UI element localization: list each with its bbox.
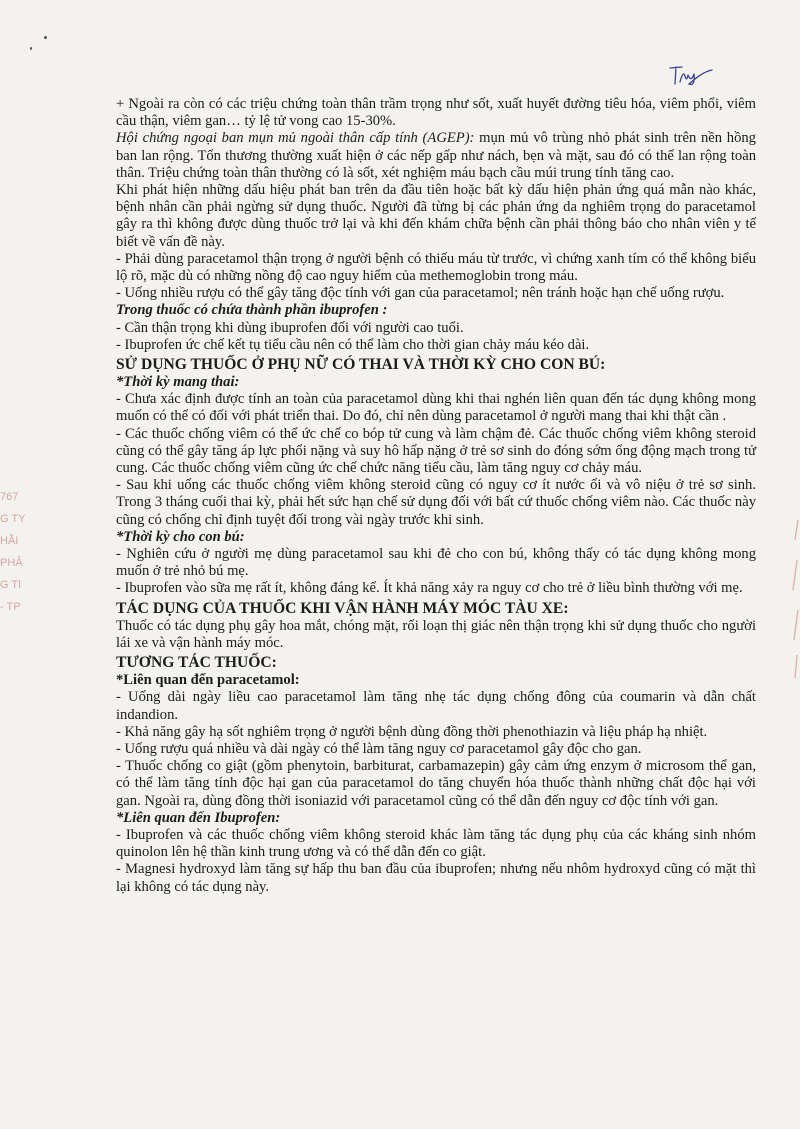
paragraph-text: mụn mủ vô trùng nhỏ phát sinh trên nền hồng ban lan rộng. Tổn thương thường xuất hiện ở các nếp gấp như nách, bẹn và mặt, sau đó có thể lan rộng toàn thân. Triệu chứng toàn thân thường có là sốt, xét nghiệm máu bạch cầu múi trung tính tăng cao.	[116, 130, 756, 181]
paragraph: - Uống dài ngày liều cao paracetamol làm tăng nhẹ tác dụng chống đông của coumarin và dẫn chất indandion.	[116, 689, 756, 723]
subsection-heading: Trong thuốc có chứa thành phần ibuprofen :	[116, 302, 388, 319]
paragraph: - Sau khi uống các thuốc chống viêm không steroid cũng có nguy cơ ít nước ối và vô niệu ở trẻ sơ sinh. Trong 3 tháng cuối thai kỳ, phải hết sức hạn chế sử dụng đối với bất cứ thuốc chống viêm nào. Các thuốc này cũng có chống chỉ định tuyệt đối trong vài ngày trước khi sinh.	[116, 477, 756, 528]
stamp-edge-marks	[786, 520, 800, 685]
paragraph: - Ibuprofen vào sữa mẹ rất ít, không đáng kể. Ít khả năng xảy ra nguy cơ cho trẻ ở liều bình thường với mẹ.	[116, 580, 743, 597]
subsection-heading: *Liên quan đến paracetamol:	[116, 672, 300, 689]
section-heading: TÁC DỤNG CỦA THUỐC KHI VẬN HÀNH MÁY MÓC TÀU XE:	[116, 599, 569, 617]
section-heading: TƯƠNG TÁC THUỐC:	[116, 654, 277, 672]
paragraph: - Uống rượu quá nhiều và dài ngày có thể làm tăng nguy cơ paracetamol gây độc cho gan.	[116, 740, 642, 757]
paragraph: - Phải dùng paracetamol thận trọng ở người bệnh có thiếu máu từ trước, vì chứng xanh tím có thể không biểu lộ rõ, mặc dù có những nồng độ cao nguy hiểm của methemoglobin trong máu.	[116, 250, 756, 285]
subsection-heading: *Thời kỳ cho con bú:	[116, 528, 245, 545]
subsection-heading: *Thời kỳ mang thai:	[116, 374, 240, 391]
subsection-heading: *Liên quan đến Ibuprofen:	[116, 809, 281, 826]
paragraph: - Thuốc chống co giật (gồm phenytoin, barbiturat, carbamazepin) gây cảm ứng enzym ở microsom thể gan, có thể làm tăng tính độc hại gan của paracetamol do tăng chuyển hóa thuốc thành những chất độc hại với gan. Ngoài ra, dùng đồng thời isoniazid với paracetamol cũng có thể dẫn đến nguy cơ độc tính với gan.	[116, 758, 756, 809]
document-body	[116, 96, 756, 896]
paragraph-lead: Hội chứng ngoại ban mụn mủ ngoài thân cấp tính (AGEP):	[116, 130, 475, 147]
paragraph: - Ibuprofen ức chế kết tụ tiểu cầu nên có thể làm cho thời gian chảy máu kéo dài.	[116, 336, 590, 353]
paragraph: - Cần thận trọng khi dùng ibuprofen đối với người cao tuổi.	[116, 319, 464, 336]
paragraph: Thuốc có tác dụng phụ gây hoa mắt, chóng mặt, rối loạn thị giác nên thận trọng khi sử dụng thuốc cho người lái xe và vận hành máy móc.	[116, 617, 756, 651]
paragraph: Khi phát hiện những dấu hiệu phát ban trên da đầu tiên hoặc bất kỳ dấu hiện phản ứng quá mẫn nào khác, bệnh nhân cần phải ngừng sử dụng thuốc. Người đã từng bị các phản ứng da nghiêm trọng do paracetamol gây ra thì không được dùng thuốc trở lại và khi đến khám chữa bệnh cần phải thông báo cho nhân viên y tế biết về vấn đề này.	[116, 182, 756, 250]
paragraph: - Uống nhiều rượu có thể gây tăng độc tính với gan của paracetamol; nên tránh hoặc hạn chế uống rượu.	[116, 285, 725, 302]
paragraph: - Khả năng gây hạ sốt nghiêm trọng ở người bệnh dùng đồng thời phenothiazin và liệu pháp hạ nhiệt.	[116, 723, 708, 740]
paragraph: - Nghiên cứu ở người mẹ dùng paracetamol sau khi đẻ cho con bú, không thấy có tác dụng không mong muốn ở trẻ nhỏ bú mẹ.	[116, 546, 756, 580]
paragraph: - Magnesi hydroxyd làm tăng sự hấp thu ban đầu của ibuprofen; nhưng nếu nhôm hydroxyd cũng có mặt thì lại không có tác dụng này.	[116, 861, 756, 895]
scan-speck	[44, 36, 47, 39]
paragraph	[116, 130, 756, 182]
paragraph: - Ibuprofen và các thuốc chống viêm không steroid khác làm tăng tác dụng phụ của các kháng sinh nhóm quinolon lên hệ thần kinh trung ương và có thể dẫn đến co giật.	[116, 826, 756, 861]
paragraph: - Các thuốc chống viêm có thể ức chế co bóp tử cung và làm chậm đẻ. Các thuốc chống viêm không steroid cũng có thể gây tăng áp lực phổi nặng và suy hô hấp nặng ở trẻ sơ sinh do đóng sớm ống động mạch trong tử cung. Các thuốc chống viêm cũng ức chế chức năng tiểu cầu, làm tăng nguy cơ chảy máu.	[116, 425, 756, 477]
paragraph: - Chưa xác định được tính an toàn của paracetamol dùng khi thai nghén liên quan đến tác dụng không mong muốn có thể có đối với phát triển thai. Do đó, chỉ nên dùng paracetamol ở người mang thai khi thật cần .	[116, 391, 756, 425]
scan-speck	[30, 47, 32, 50]
handwritten-signature	[668, 62, 716, 91]
section-heading: SỬ DỤNG THUỐC Ở PHỤ NỮ CÓ THAI VÀ THỜI KỲ CHO CON BÚ:	[116, 356, 606, 374]
paragraph: + Ngoài ra còn có các triệu chứng toàn thân trầm trọng như sốt, xuất huyết đường tiêu hóa, viêm phổi, viêm cầu thận, viêm gan… tỷ lệ tử vong cao 15-30%.	[116, 96, 756, 130]
red-stamp-fragment: 767 G TY HẦI PHẢ G TI - TP	[0, 491, 26, 613]
